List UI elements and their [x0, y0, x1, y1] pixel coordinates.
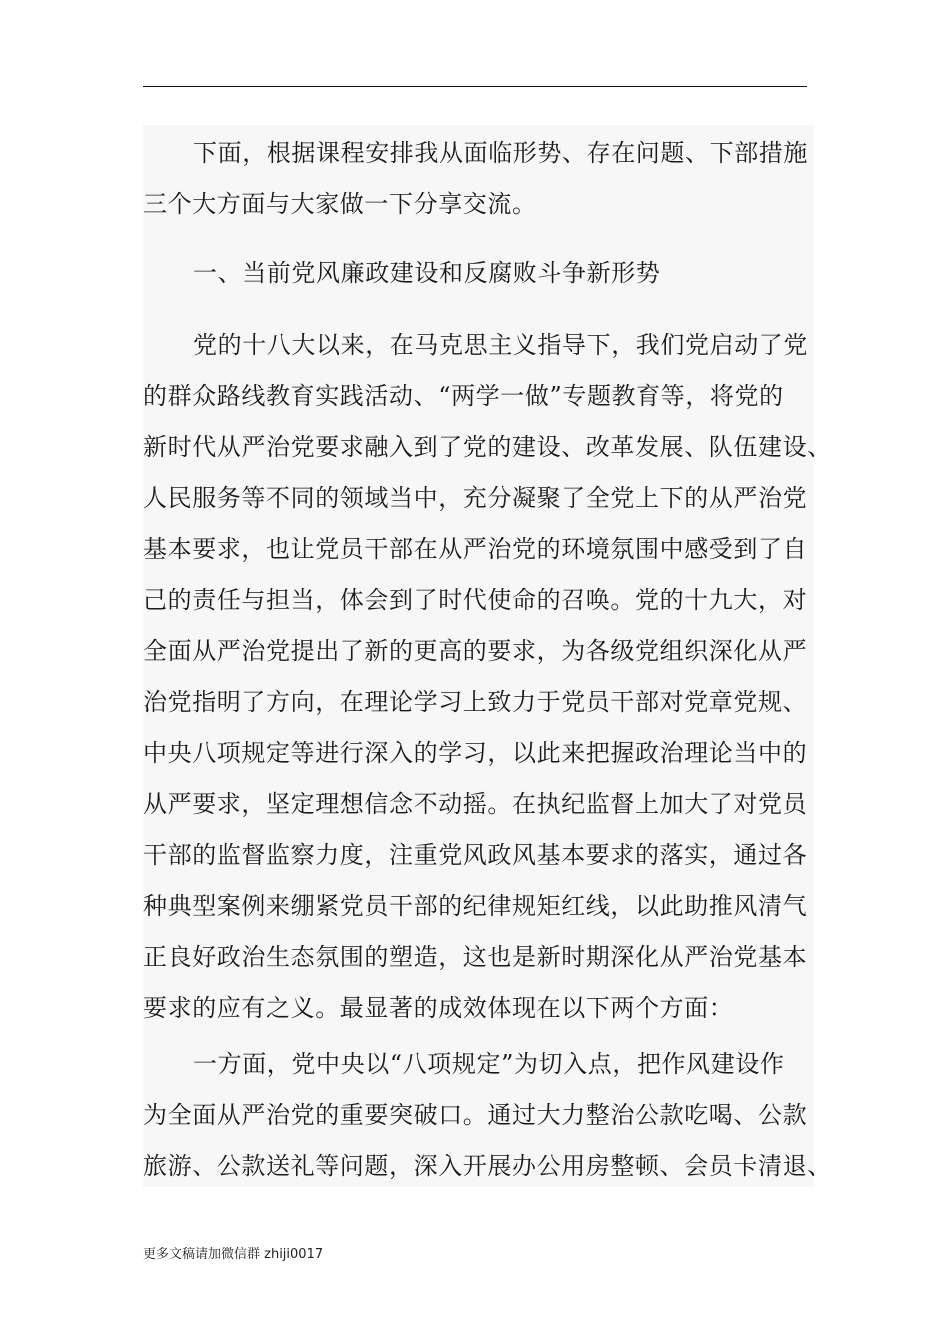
- paragraph-body: [143, 320, 832, 1034]
- text-line: 的群众路线教育实践活动、“两学一做”专题教育等，将党的: [143, 382, 784, 410]
- text-line: 旅游、公款送礼等问题，深入开展办公用房整顿、会员卡清退、: [143, 1152, 832, 1180]
- text-line: 全面从严治党提出了新的更高的要求，为各级党组织深化从严: [143, 637, 808, 665]
- text-line: 正良好政治生态氛围的塑造，这也是新时期深化从严治党基本: [143, 943, 808, 971]
- text-line: 人民服务等不同的领域当中，充分凝聚了全党上下的从严治党: [143, 484, 808, 512]
- text-line: 己的责任与担当，体会到了时代使命的召唤。党的十九大，对: [143, 586, 808, 614]
- heading-line: 一、当前党风廉政建设和反腐败斗争新形势: [193, 259, 661, 287]
- section-heading: [143, 248, 823, 299]
- text-line: 下面，根据课程安排我从面临形势、存在问题、下部措施: [193, 139, 808, 167]
- text-line: 基本要求，也让党员干部在从严治党的环境氛围中感受到了自: [143, 535, 808, 563]
- text-line: 中央八项规定等进行深入的学习，以此来把握政治理论当中的: [143, 739, 808, 767]
- text-line: 三个大方面与大家做一下分享交流。: [143, 190, 537, 218]
- text-line: 种典型案例来绷紧党员干部的纪律规矩红线，以此助推风清气: [143, 892, 808, 920]
- text-line: 干部的监督监察力度，注重党风政风基本要求的落实，通过各: [143, 841, 808, 869]
- paragraph-intro: [143, 128, 823, 230]
- header-rule: [143, 86, 807, 87]
- text-line: 从严要求，坚定理想信念不动摇。在执纪监督上加大了对党员: [143, 790, 808, 818]
- text-line: 为全面从严治党的重要突破口。通过大力整治公款吃喝、公款: [143, 1101, 808, 1129]
- paragraph-body: [143, 1039, 832, 1192]
- footer-note: 更多文稿请加微信群 zhiji0017: [143, 1247, 324, 1262]
- text-line: 党的十八大以来，在马克思主义指导下，我们党启动了党: [193, 331, 808, 359]
- text-line: 要求的应有之义。最显著的成效体现在以下两个方面：: [143, 994, 734, 1022]
- text-line: 一方面，党中央以“八项规定”为切入点，把作风建设作: [193, 1050, 785, 1078]
- text-line: 新时代从严治党要求融入到了党的建设、改革发展、队伍建设、: [143, 433, 832, 461]
- text-line: 治党指明了方向，在理论学习上致力于党员干部对党章党规、: [143, 688, 808, 716]
